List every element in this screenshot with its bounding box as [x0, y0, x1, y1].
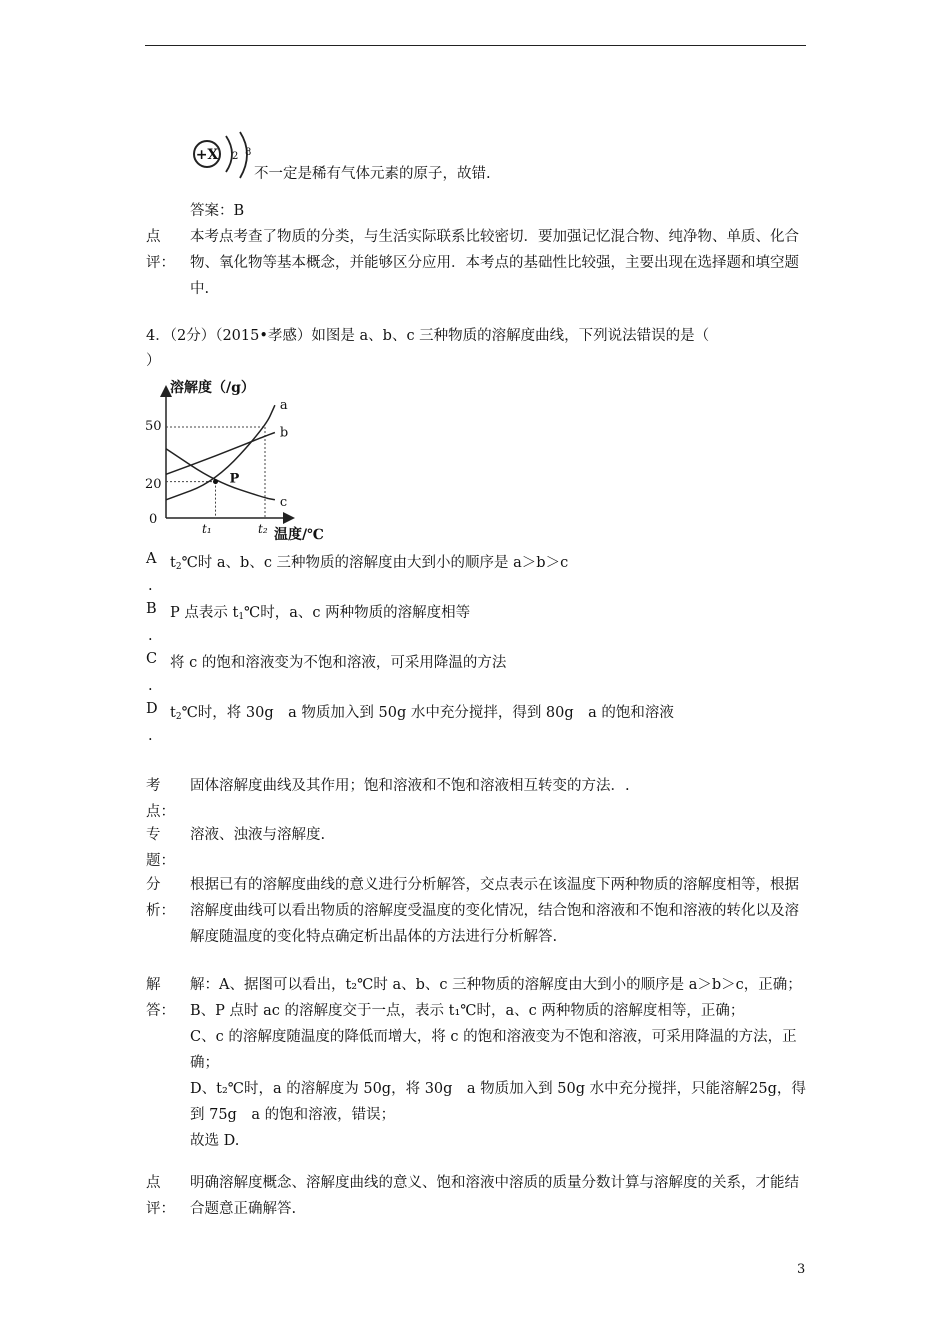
- option-d-dot: .: [148, 728, 153, 744]
- question-stem-end: ）: [146, 353, 161, 369]
- option-c-dot: .: [148, 678, 153, 694]
- x-tick-t1: t₁: [202, 522, 212, 536]
- kaodian-label-2: 点：: [146, 804, 175, 820]
- option-a-text: $t_2℃$时 a、b、c 三种物质的溶解度由大到小的顺序是 a＞b＞c: [170, 555, 569, 572]
- header-rule: [145, 45, 806, 46]
- option-c-text: 将 c 的饱和溶液变为不饱和溶液，可采用降温的方法: [170, 655, 507, 671]
- solubility-chart: [140, 372, 330, 550]
- shell-1-count: 2: [232, 151, 239, 162]
- page-number: 3: [797, 1262, 806, 1277]
- jieda-conclusion: 故选 D.: [190, 1133, 240, 1149]
- fenxi-label-1: 分: [146, 877, 161, 893]
- jieda-line-c: C、c 的溶解度随温度的降低而增大，将 c 的饱和溶液变为不饱和溶液，可采用降温的方法，正确；: [190, 1029, 797, 1071]
- prev-comment-label-2: 评：: [146, 255, 175, 271]
- prev-comment-label-1: 点: [146, 229, 161, 245]
- y-tick-20: 20: [145, 477, 162, 492]
- y-axis-label: 溶解度（/g）: [170, 380, 255, 396]
- point-p-label: P: [229, 471, 240, 487]
- zhuanti-label-1: 专: [146, 827, 161, 843]
- curve-label-a: a: [279, 398, 288, 414]
- curve-c: [166, 449, 275, 500]
- option-b-dot: .: [148, 628, 153, 644]
- question-stem: 4．（2分）（2015•孝感）如图是 a、b、c 三种物质的溶解度曲线，下列说法错误的是（: [146, 328, 710, 344]
- jieda-label-2: 答：: [146, 1003, 175, 1019]
- jieda-label-1: 解: [146, 977, 161, 993]
- curve-a: [166, 405, 275, 500]
- dianping-text: 明确溶解度概念、溶解度曲线的意义、饱和溶液中溶质的质量分数计算与溶解度的关系，才能结合题意正确解答.: [190, 1175, 799, 1217]
- jieda-line-a: 解：A、据图可以看出，t₂℃时 a、b、c 三种物质的溶解度由大到小的顺序是 a＞b＞c，正确；: [190, 977, 802, 993]
- option-b-text: P 点表示 $t_1℃$时，a、c 两种物质的溶解度相等: [170, 605, 471, 622]
- prev-comment-text: 本考点考查了物质的分类，与生活实际联系比较密切．要加强记忆混合物、纯净物、单质、化合物、氧化物等基本概念，并能够区分应用．本考点的基础性比较强，主要出现在选择题和填空题中.: [190, 229, 799, 297]
- y-tick-50: 50: [145, 419, 162, 434]
- curve-label-c: c: [279, 494, 288, 510]
- jieda-text: [190, 972, 810, 1154]
- previous-answer: 答案：B: [190, 203, 245, 219]
- option-d-letter: D: [146, 701, 158, 717]
- option-a-letter: A: [146, 551, 157, 567]
- x-axis-label: 温度/℃: [274, 527, 324, 543]
- option-a-dot: .: [148, 578, 153, 594]
- jieda-line-d: D、t₂℃时，a 的溶解度为 50g，将 30g a 物质加入到 50g 水中充分搅拌，只能溶解25g，得到 75g a 的饱和溶液，错误；: [190, 1081, 806, 1123]
- shell-2-count: 8: [245, 147, 252, 158]
- option-d-text: $t_2℃$时，将 30g a 物质加入到 50g 水中充分搅拌，得到 80g a 的饱和溶液: [170, 705, 674, 722]
- option-b-letter: B: [146, 601, 157, 617]
- zhuanti-label-2: 题：: [146, 853, 175, 869]
- curve-b: [166, 433, 275, 475]
- fenxi-text: 根据已有的溶解度曲线的意义进行分析解答，交点表示在该温度下两种物质的溶解度相等，根据溶解度曲线可以看出物质的溶解度受温度的变化情况，结合饱和溶液和不饱和溶液的转化以及溶解度随温度的变化特点确定析出晶体的方法进行分析解答.: [190, 877, 799, 945]
- y-tick-0: 0: [149, 512, 158, 527]
- jieda-line-b: B、P 点时 ac 的溶解度交于一点，表示 t₁℃时，a、c 两种物质的溶解度相等，正确；: [190, 1003, 745, 1019]
- atom-explanation: 不一定是稀有气体元素的原子，故错.: [254, 166, 491, 182]
- nucleus-label: +X: [195, 147, 219, 163]
- kaodian-text: 固体溶解度曲线及其作用；饱和溶液和不饱和溶液相互转变的方法．.: [190, 778, 630, 794]
- zhuanti-text: 溶液、浊液与溶解度.: [190, 827, 326, 843]
- kaodian-label-1: 考: [146, 778, 161, 794]
- dianping-label-1: 点: [146, 1175, 161, 1191]
- option-c-letter: C: [146, 651, 158, 667]
- dianping-label-2: 评：: [146, 1201, 175, 1217]
- x-tick-t2: t₂: [258, 522, 268, 536]
- point-p-marker: [213, 479, 218, 484]
- fenxi-label-2: 析：: [146, 903, 175, 919]
- curve-label-b: b: [279, 425, 289, 441]
